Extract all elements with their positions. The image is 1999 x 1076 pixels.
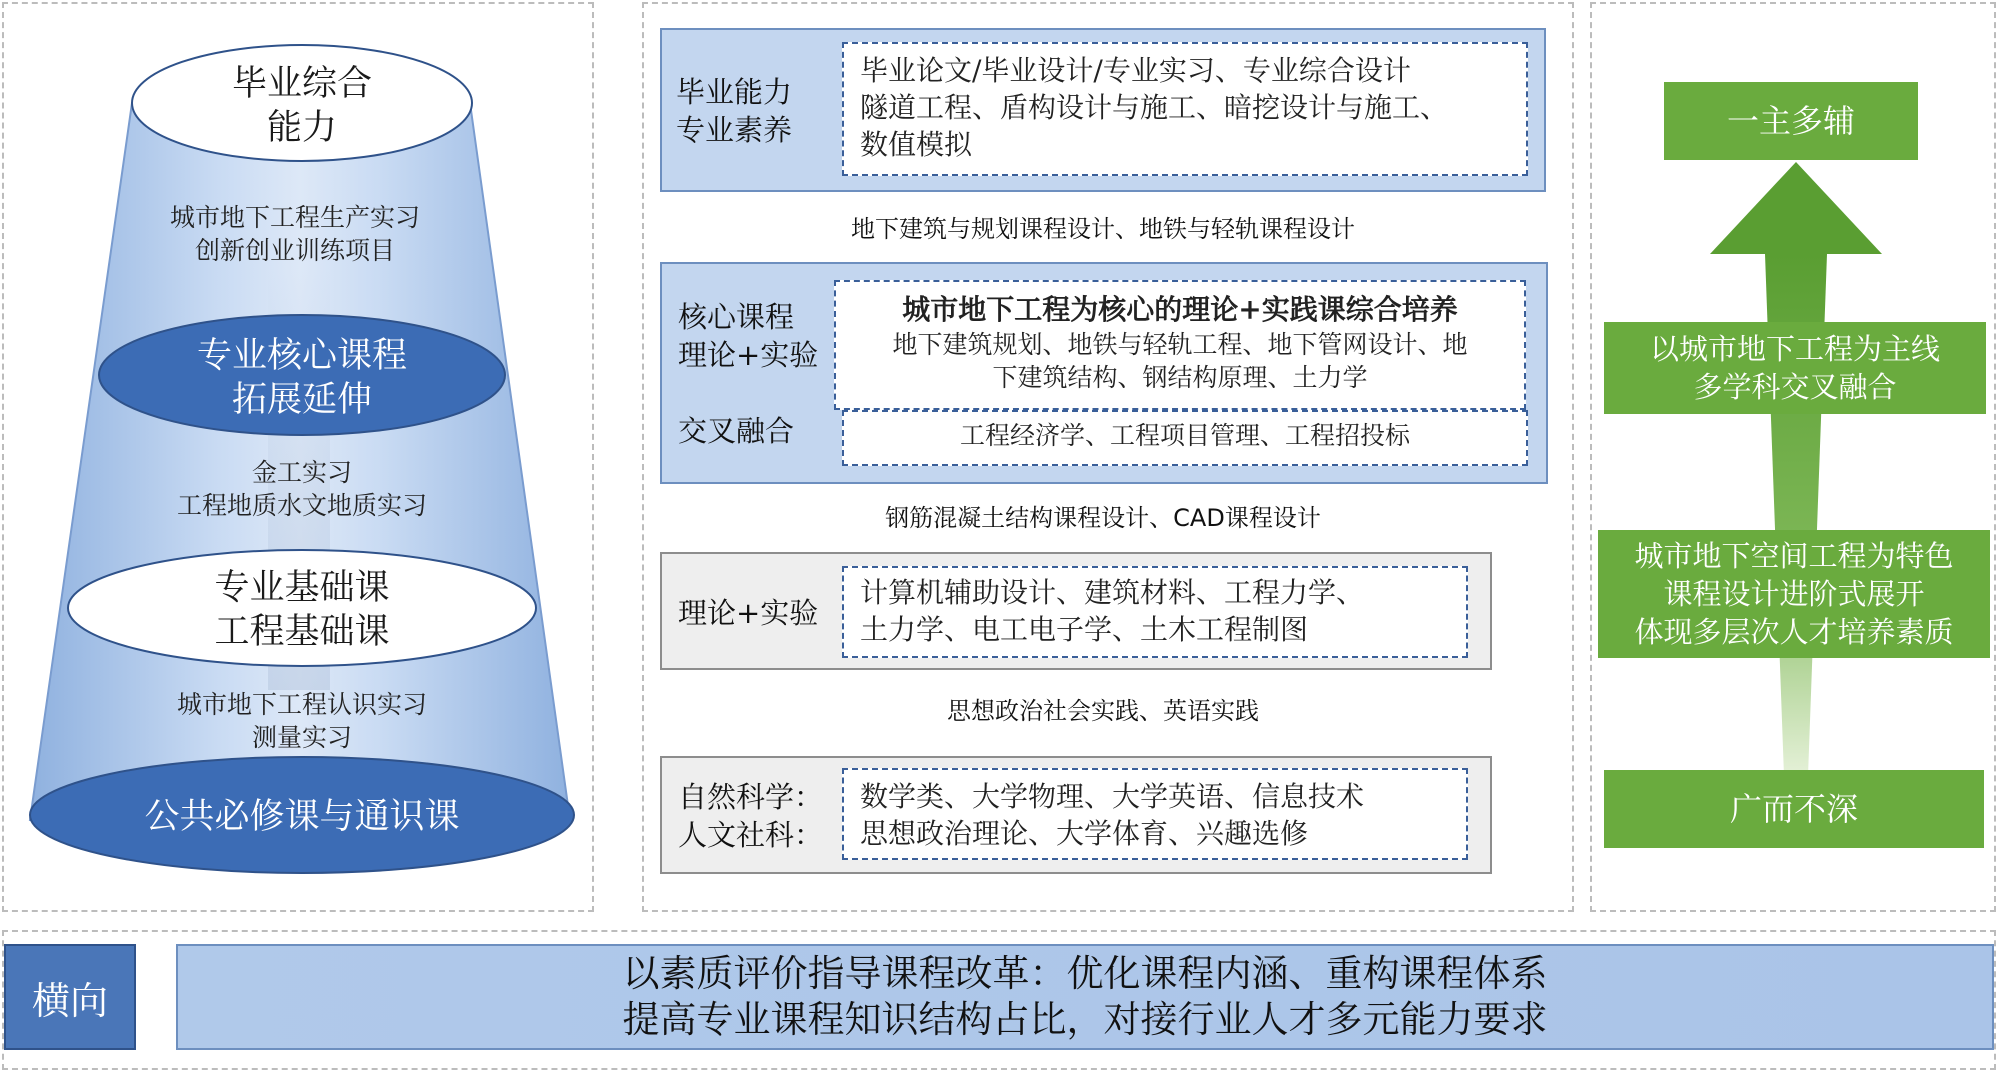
- cone-text-1-line-1: 城市地下工程生产实习: [169, 203, 420, 232]
- tier-graduation-label-line-1: 毕业能力: [676, 75, 793, 109]
- green-box-mid-2-line-2: 课程设计进阶式展开: [1663, 577, 1925, 611]
- tier-general-line-2: 思想政治理论、大学体育、兴趣选修: [860, 817, 1309, 850]
- core-ellipse-line-1: 专业核心课程: [196, 336, 407, 376]
- cone-text-1-line-2: 创新创业训练项目: [194, 236, 395, 265]
- top-ellipse-line-1: 毕业综合: [231, 64, 372, 104]
- green-box-mid-2: [1598, 530, 1990, 658]
- tier-core-line-1: 地下建筑规划、地铁与轻轨工程、地下管网设计、地: [892, 330, 1468, 359]
- green-box-mid-2-line-3: 体现多层次人才培养素质: [1634, 615, 1954, 649]
- green-box-mid-1: [1604, 322, 1986, 414]
- tier-theory-label: 理论+实验: [678, 596, 819, 630]
- foundation-ellipse-line-2: 工程基础课: [214, 612, 390, 652]
- green-box-mid-2-line-1: 城市地下空间工程为特色: [1634, 539, 1954, 573]
- cone-text-3-line-2: 测量实习: [251, 723, 352, 752]
- horizontal-text: [176, 951, 1994, 1043]
- horizontal-line-2: 提高专业课程知识结构占比，对接行业人才多元能力要求: [622, 998, 1548, 1041]
- green-box-mid-1-line-2: 多学科交叉融合: [1693, 370, 1897, 404]
- tier-general-label-line-2: 人文社科：: [678, 818, 824, 852]
- horizontal-line-1: 以素质评价指导课程改革：优化课程内涵、重构课程体系: [622, 952, 1548, 995]
- tier-graduation-line-2: 隧道工程、盾构设计与施工、暗挖设计与施工、: [860, 91, 1449, 124]
- top-ellipse-line-2: 能力: [266, 108, 337, 148]
- tier-general-line-1: 数学类、大学物理、大学英语、信息技术: [860, 780, 1365, 813]
- caption-3: 思想政治社会实践、英语实践: [947, 697, 1259, 725]
- tier-general-label-line-1: 自然科学：: [678, 780, 824, 814]
- green-box-bottom: 广而不深: [1604, 770, 1984, 848]
- cone-text-3-line-1: 城市地下工程认识实习: [176, 690, 427, 719]
- up-arrow-head: [1710, 162, 1882, 254]
- public-ellipse-label: 公共必修课与通识课: [144, 797, 460, 837]
- tier-core-label-line-1: 核心课程: [678, 300, 795, 334]
- tier-graduation-line-1: 毕业论文/毕业设计/专业实习、专业综合设计: [860, 54, 1411, 87]
- green-box-mid-1-line-1: 以城市地下工程为主线: [1649, 332, 1940, 366]
- horizontal-tag: 横向: [4, 944, 136, 1050]
- tier-core-line-2: 下建筑结构、钢结构原理、土力学: [992, 363, 1368, 392]
- cross-text: 工程经济学、工程项目管理、工程招投标: [959, 421, 1410, 450]
- core-ellipse-line-2: 拓展延伸: [231, 380, 372, 420]
- green-box-top: 一主多辅: [1664, 82, 1918, 160]
- tier-core-label-line-2: 理论+实验: [678, 338, 819, 372]
- caption-1: 地下建筑与规划课程设计、地铁与轻轨课程设计: [851, 215, 1355, 243]
- tier-theory-line-2: 土力学、电工电子学、土木工程制图: [860, 613, 1309, 646]
- tier-graduation-label-line-2: 专业素养: [676, 113, 793, 147]
- cross-label: 交叉融合: [678, 414, 795, 448]
- cone-text-2-line-2: 工程地质水文地质实习: [176, 491, 427, 520]
- cone-text-2-line-1: 金工实习: [251, 458, 352, 487]
- foundation-ellipse-line-1: 专业基础课: [214, 568, 390, 608]
- caption-2: 钢筋混凝土结构课程设计、CAD课程设计: [885, 504, 1321, 532]
- tier-graduation-line-3: 数值模拟: [860, 128, 973, 161]
- tier-core-heading: 城市地下工程为核心的理论+实践课综合培养: [902, 293, 1458, 326]
- tier-theory-line-1: 计算机辅助设计、建筑材料、工程力学、: [860, 576, 1365, 609]
